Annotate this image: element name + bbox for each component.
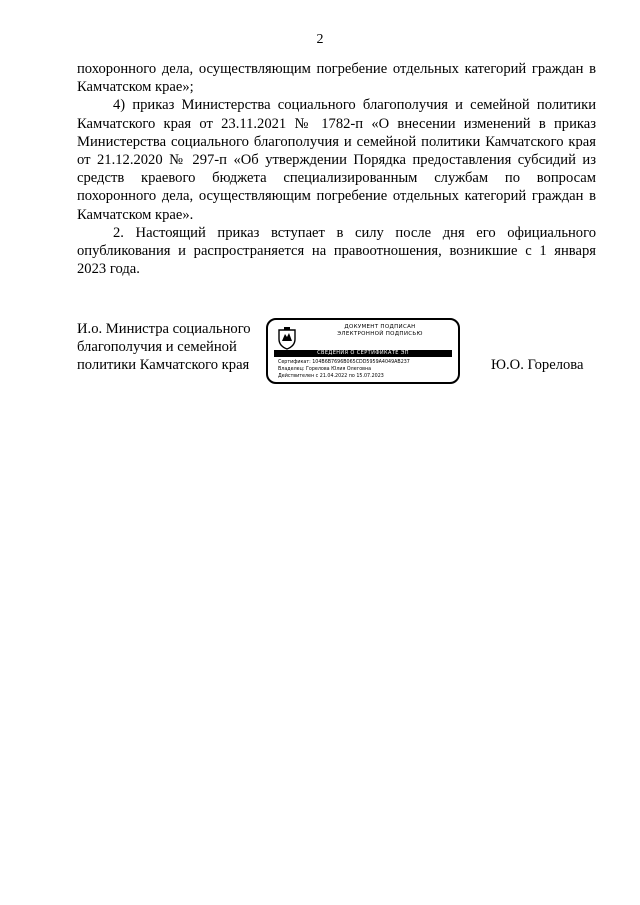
stamp-certificate-bar: СВЕДЕНИЯ О СЕРТИФИКАТЕ ЭП (274, 350, 452, 357)
electronic-signature-stamp (266, 318, 460, 384)
stamp-header-line: ДОКУМЕНТ ПОДПИСАН (344, 324, 416, 330)
signatory-name: Ю.О. Горелова (491, 357, 584, 373)
page-number: 2 (316, 32, 324, 47)
stamp-validity: Действителен с 21.04.2022 по 15.07.2023 (278, 374, 384, 379)
signatory-position-line: И.о. Министра социального (77, 321, 251, 337)
coat-of-arms-icon (276, 326, 298, 350)
stamp-owner: Владелец: Горелова Юлия Олеговна (278, 367, 372, 372)
document-body (77, 60, 596, 278)
paragraph-clause-2: 2. Настоящий приказ вступает в силу после дня его официального опубликования и распространяется на правоотношения, возникшие с 1 января 2023 года. (77, 224, 596, 278)
paragraph-continuation: похоронного дела, осуществляющим погребение отдельных категорий граждан в Камчатском крае»; (77, 61, 596, 96)
stamp-header-line: ЭЛЕКТРОННОЙ ПОДПИСЬЮ (337, 330, 423, 337)
signatory-position (77, 320, 267, 375)
stamp-certificate: Сертификат: 104B6B7696B065CDD5959A4049AB237 (278, 360, 410, 365)
paragraph-item-4: 4) приказ Министерства социального благополучия и семейной политики Камчатского края от 23.11.2021 № 1782-п «О внесении изменений в приказ Министерства социального благополучия и семейной политики Камчатского края от 21.12.2020 № 297-п «Об утверждении Порядка предоставления субсидий из средств краевого бюджета специализированным службам по вопросам похоронного дела, осуществляющим погребение отдельных категорий граждан в Камчатском крае». (77, 97, 596, 223)
signatory-position-line: политики Камчатского края (77, 357, 250, 374)
stamp-header (306, 324, 454, 337)
signatory-position-line: благополучия и семейной (77, 339, 237, 356)
